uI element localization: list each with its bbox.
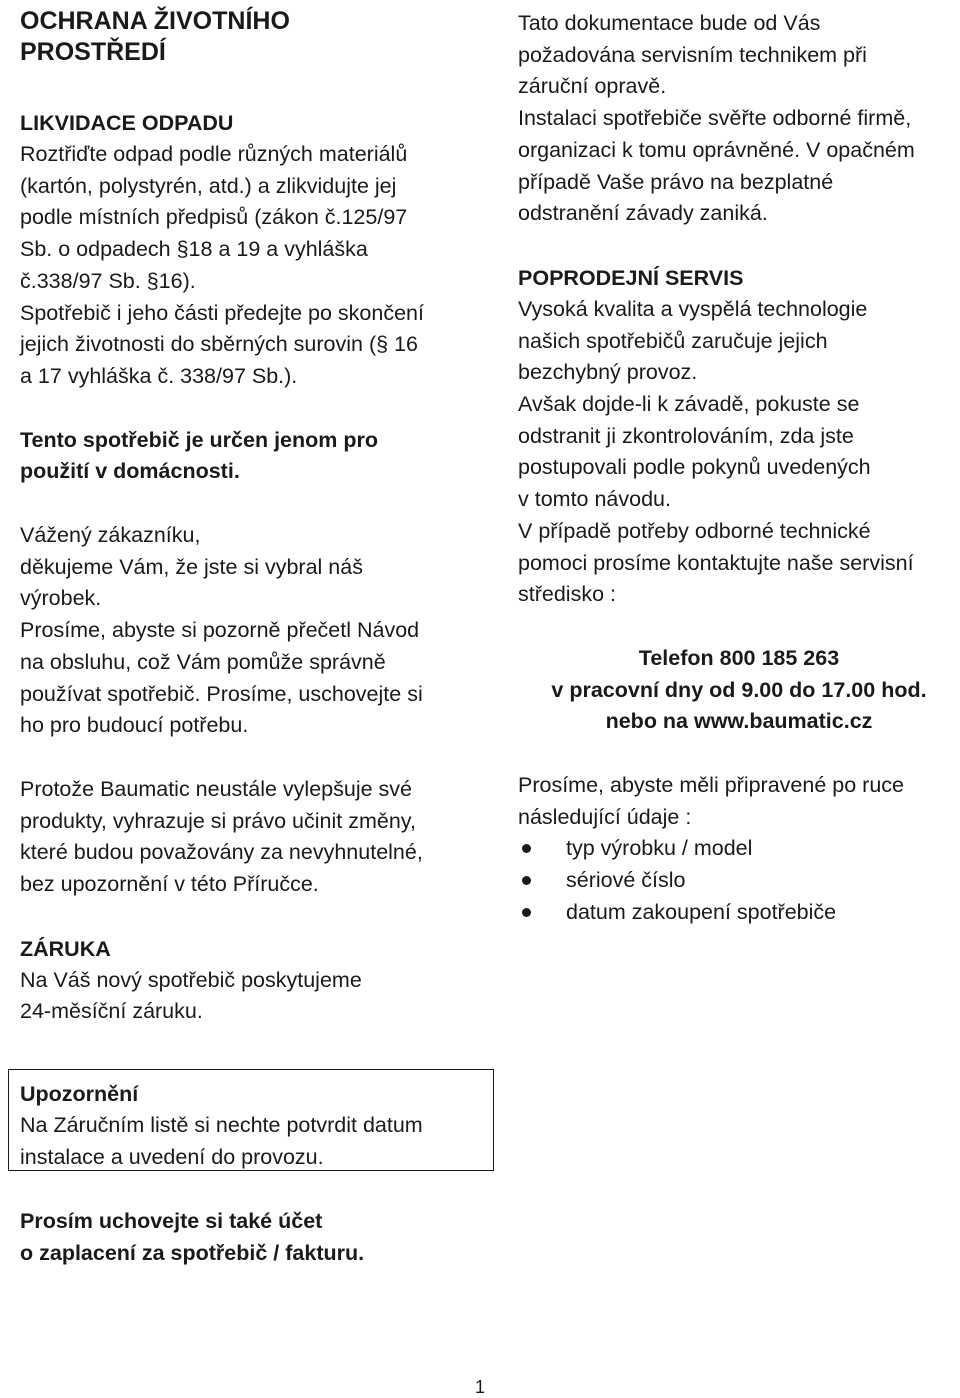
- text-line: Na Váš nový spotřebič poskytujeme: [20, 967, 362, 992]
- text-line: postupovali podle pokynů uvedených: [518, 455, 871, 480]
- text-line: č.338/97 Sb. §16).: [20, 268, 196, 293]
- text-line: podle místních předpisů (zákon č.125/97: [20, 205, 408, 230]
- text-line: našich spotřebičů zaručuje jejich: [518, 328, 828, 353]
- text-line: Spotřebič i jeho části předejte po skončení: [20, 300, 424, 325]
- right-column: [518, 8, 960, 929]
- text-line: Prosíme, abyste si pozorně přečetl Návod: [20, 618, 420, 643]
- list-item-label: sériové číslo: [566, 868, 686, 893]
- text-line: Prosím uchovejte si také účet: [20, 1209, 323, 1233]
- text-line: Protože Baumatic neustále vylepšuje své: [20, 776, 412, 801]
- left-column: [20, 6, 490, 1028]
- service-text: [518, 294, 960, 611]
- list-item: [518, 833, 960, 865]
- waste-disposal-text: [20, 139, 490, 393]
- text-line: případě Vaše právo na bezplatné: [518, 169, 834, 194]
- contact-phone: Telefon 800 185 263: [638, 645, 840, 670]
- bullet-icon: [522, 876, 531, 885]
- text-line: ho pro budoucí potřebu.: [20, 713, 249, 738]
- list-item-label: typ výrobku / model: [566, 836, 753, 861]
- page-title: [20, 6, 490, 68]
- text-line: Prosíme, abyste měli připravené po ruce: [518, 773, 904, 798]
- notice-box: [8, 1069, 494, 1171]
- text-line: na obsluhu, což Vám pomůže správně: [20, 649, 386, 674]
- improvement-text: [20, 774, 490, 901]
- thanks-text: [20, 552, 490, 742]
- bullet-icon: [522, 844, 531, 853]
- text-line: pomoci prosíme kontaktujte naše servisní: [518, 550, 914, 575]
- contact-hours: v pracovní dny od 9.00 do 17.00 hod.: [551, 677, 927, 702]
- text-line: Sb. o odpadech §18 a 19 a vyhláška: [20, 237, 368, 262]
- text-line: záruční opravě.: [518, 74, 667, 99]
- greeting: Vážený zákazníku,: [20, 523, 201, 548]
- text-line: které budou považovány za nevyhnutelné,: [20, 840, 423, 865]
- household-use-notice: [20, 425, 490, 488]
- text-line: organizaci k tomu oprávněné. V opačném: [518, 137, 915, 162]
- text-line: Instalaci spotřebiče svěřte odborné firmě,: [518, 106, 912, 131]
- title-line: OCHRANA ŽIVOTNÍHO: [20, 7, 290, 35]
- text-line: o zaplacení za spotřebič / fakturu.: [20, 1240, 365, 1265]
- notice-heading: Upozornění: [20, 1082, 139, 1106]
- text-line: středisko :: [518, 582, 616, 607]
- warranty-heading: ZÁRUKA: [20, 936, 111, 961]
- service-contact: [518, 643, 960, 738]
- waste-disposal-heading: LIKVIDACE ODPADU: [20, 111, 234, 135]
- text-line: Avšak dojde-li k závadě, pokuste se: [518, 392, 860, 417]
- text-line: požadována servisním technikem při: [518, 42, 867, 67]
- title-line: PROSTŘEDÍ: [20, 38, 166, 66]
- list-item: [518, 865, 960, 897]
- text-line: následující údaje :: [518, 804, 692, 829]
- text-line: Tato dokumentace bude od Vás: [518, 11, 821, 35]
- text-line: jejich životnosti do sběrných surovin (§ 16: [20, 332, 418, 357]
- list-item-label: datum zakoupení spotřebiče: [566, 899, 837, 924]
- text-line: Vysoká kvalita a vyspělá technologie: [518, 296, 868, 321]
- bullet-icon: [522, 908, 531, 917]
- text-line: používat spotřebič. Prosíme, uschovejte si: [20, 681, 423, 706]
- text-line: v tomto návodu.: [518, 487, 671, 512]
- text-line: a 17 vyhláška č. 338/97 Sb.).: [20, 363, 298, 388]
- text-line: bezchybný provoz.: [518, 360, 698, 385]
- prepare-info-text: [518, 770, 960, 833]
- required-info-list: [518, 833, 960, 928]
- contact-website: nebo na www.baumatic.cz: [605, 709, 873, 734]
- invoice-note: [20, 1206, 920, 1269]
- text-line: Roztřiďte odpad podle různých materiálů: [20, 142, 408, 166]
- text-line: bez upozornění v této Příručce.: [20, 872, 319, 897]
- text-line: děkujeme Vám, že jste si vybral náš: [20, 554, 363, 579]
- text-line: 24-měsíční záruku.: [20, 999, 203, 1024]
- text-line: odstranění závady zaniká.: [518, 201, 768, 226]
- documentation-text: [518, 8, 960, 230]
- text-line: výrobek.: [20, 586, 102, 611]
- list-item: [518, 897, 960, 929]
- text-line: Tento spotřebič je určen jenom pro: [20, 427, 378, 452]
- text-line: V případě potřeby odborné technické: [518, 518, 871, 543]
- text-line: použití v domácnosti.: [20, 459, 240, 484]
- text-line: odstranit ji zkontrolováním, zda jste: [518, 423, 854, 448]
- text-line: Na Záručním listě si nechte potvrdit datum: [20, 1113, 423, 1137]
- page-number: 1: [474, 1377, 485, 1397]
- text-line: (kartón, polystyrén, atd.) a zlikvidujte jej: [20, 173, 397, 198]
- text-line: produkty, vyhrazuje si právo učinit změny,: [20, 808, 416, 833]
- text-line: instalace a uvedení do provozu.: [20, 1144, 324, 1169]
- service-heading: POPRODEJNÍ SERVIS: [518, 265, 744, 290]
- warranty-text: [20, 965, 490, 1028]
